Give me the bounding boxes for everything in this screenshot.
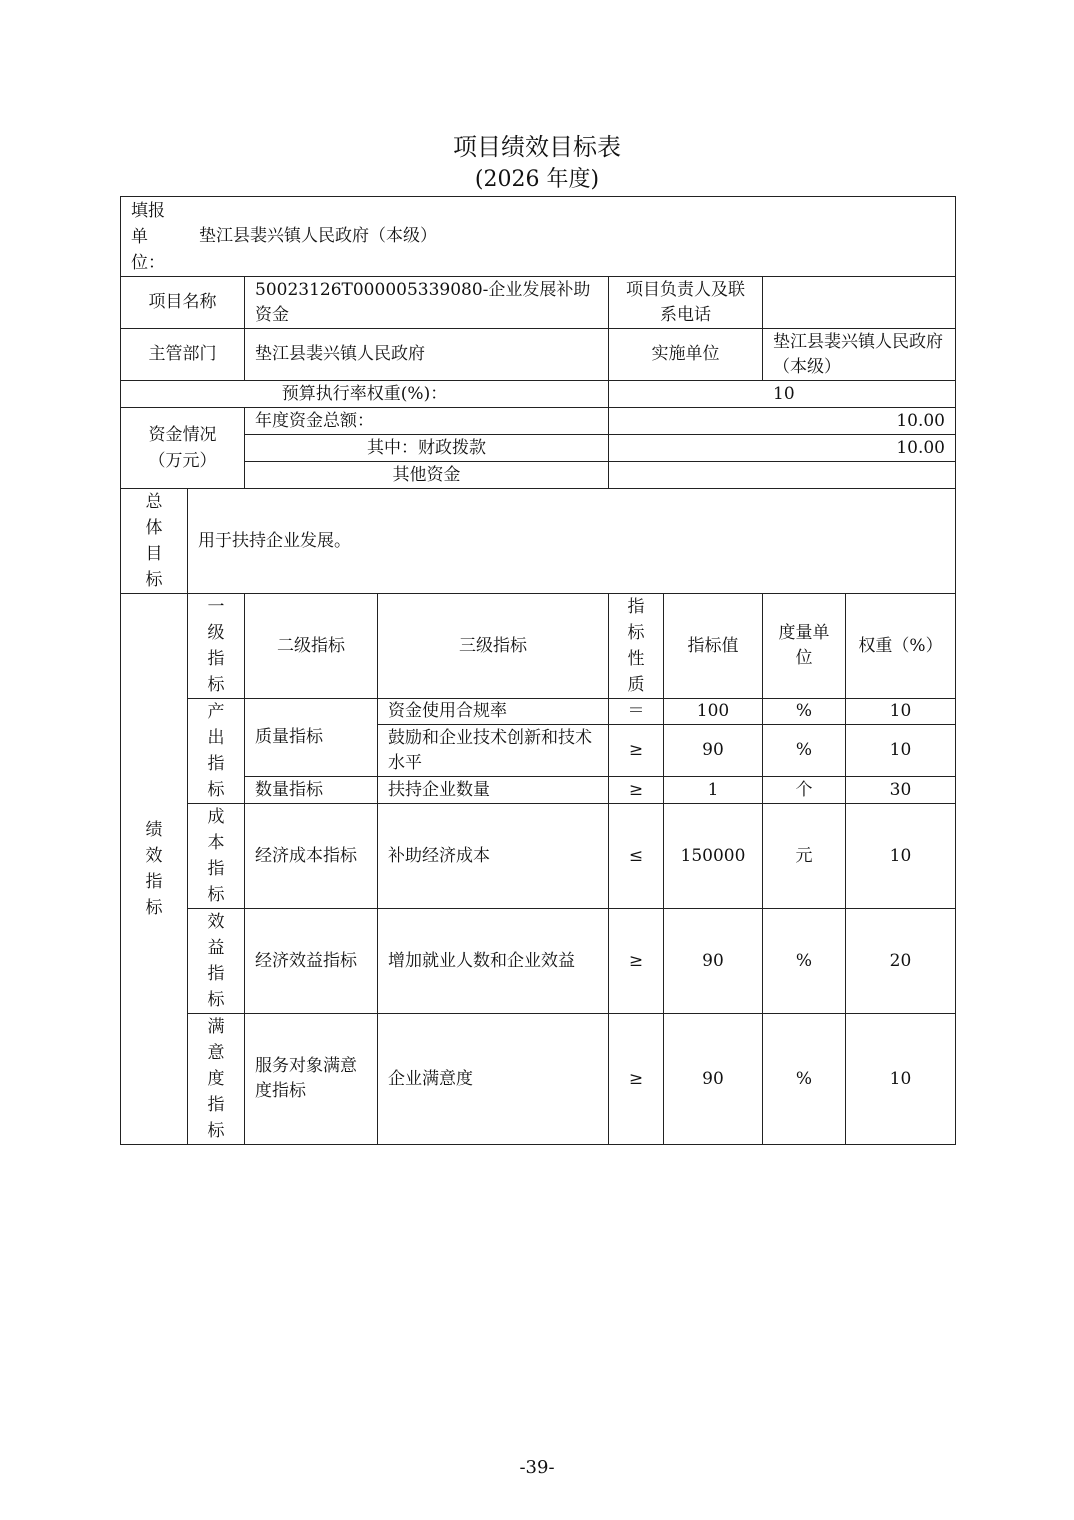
row-unit: %	[763, 699, 846, 725]
impl-value: 垫江县裴兴镇人民政府（本级）	[763, 329, 956, 381]
row-weight: 10	[846, 699, 956, 725]
col-level2: 二级指标	[245, 594, 378, 699]
funds-other-label: 其他资金	[245, 462, 609, 489]
indicators-label-cell	[121, 594, 188, 1145]
row-unit: %	[763, 909, 846, 1014]
col-weight: 权重（%）	[846, 594, 956, 699]
filler-label: 填报单位：	[131, 200, 165, 273]
project-name-label: 项目名称	[121, 277, 245, 329]
group-level1: 产出指标	[207, 702, 225, 800]
performance-table	[120, 196, 956, 1145]
row-nature: ≥	[609, 1014, 664, 1145]
row-value: 1	[664, 777, 763, 804]
group-level1-cell	[188, 804, 245, 909]
row-weight: 10	[846, 725, 956, 777]
row-nature: ＝	[609, 699, 664, 725]
col-level1-cell	[188, 594, 245, 699]
group-level1-cell	[188, 909, 245, 1014]
goal-label-cell	[121, 489, 188, 594]
budget-rate-label: 预算执行率权重(%)：	[121, 381, 609, 408]
filler-row	[121, 197, 956, 277]
row-weight: 20	[846, 909, 956, 1014]
group-level1-cell	[188, 1014, 245, 1145]
funds-total-label: 年度资金总额：	[245, 408, 609, 435]
dept-value: 垫江县裴兴镇人民政府	[245, 329, 609, 381]
row-level2: 质量指标	[245, 699, 378, 777]
row-level2: 服务对象满意度指标	[245, 1014, 378, 1145]
row-level3: 增加就业人数和企业效益	[378, 909, 609, 1014]
row-level2: 经济成本指标	[245, 804, 378, 909]
row-unit: %	[763, 1014, 846, 1145]
funds-label	[121, 408, 245, 489]
row-value: 100	[664, 699, 763, 725]
row-value: 90	[664, 909, 763, 1014]
group-level1: 成本指标	[207, 807, 225, 905]
row-unit: 元	[763, 804, 846, 909]
row-level3: 扶持企业数量	[378, 777, 609, 804]
budget-rate-value: 10	[609, 381, 956, 408]
group-level1: 满意度指标	[207, 1017, 225, 1141]
indicators-label: 绩效指标	[145, 820, 163, 918]
group-level1-cell	[188, 699, 245, 804]
row-unit: 个	[763, 777, 846, 804]
goal-label: 总体目标	[145, 492, 163, 590]
row-level3: 鼓励和企业技术创新和技术水平	[378, 725, 609, 777]
row-value: 90	[664, 1014, 763, 1145]
group-level1: 效益指标	[207, 912, 225, 1010]
funds-total-value: 10.00	[609, 408, 956, 435]
funds-label-text: 资金情况（万元）	[148, 425, 217, 471]
row-value: 150000	[664, 804, 763, 909]
funds-other-value	[609, 462, 956, 489]
row-weight: 10	[846, 804, 956, 909]
filler-value: 垫江县裴兴镇人民政府（本级）	[199, 226, 437, 246]
row-value: 90	[664, 725, 763, 777]
impl-label: 实施单位	[609, 329, 763, 381]
goal-value: 用于扶持企业发展。	[188, 489, 956, 594]
project-name-value: 50023126T000005339080-企业发展补助资金	[245, 277, 609, 329]
col-level3: 三级指标	[378, 594, 609, 699]
row-weight: 10	[846, 1014, 956, 1145]
row-level3: 资金使用合规率	[378, 699, 609, 725]
page-subtitle: (2026 年度)	[474, 167, 600, 192]
col-unit: 度量单位	[763, 594, 846, 699]
leader-label: 项目负责人及联系电话	[609, 277, 763, 329]
row-unit: %	[763, 725, 846, 777]
row-nature: ≥	[609, 777, 664, 804]
col-value: 指标值	[664, 594, 763, 699]
row-nature: ≤	[609, 804, 664, 909]
row-nature: ≥	[609, 725, 664, 777]
page-title: 项目绩效目标表	[453, 133, 621, 161]
row-weight: 30	[846, 777, 956, 804]
dept-label: 主管部门	[121, 329, 245, 381]
row-nature: ≥	[609, 909, 664, 1014]
row-level2: 数量指标	[245, 777, 378, 804]
row-level3: 补助经济成本	[378, 804, 609, 909]
funds-fiscal-value: 10.00	[609, 435, 956, 462]
col-nature: 指标性质	[627, 597, 645, 695]
col-nature-cell	[609, 594, 664, 699]
row-level3: 企业满意度	[378, 1014, 609, 1145]
row-level2: 经济效益指标	[245, 909, 378, 1014]
col-level1: 一级指标	[207, 597, 225, 695]
page-number: -39-	[519, 1457, 555, 1478]
funds-fiscal-label: 其中：财政拨款	[245, 435, 609, 462]
leader-value	[763, 277, 956, 329]
